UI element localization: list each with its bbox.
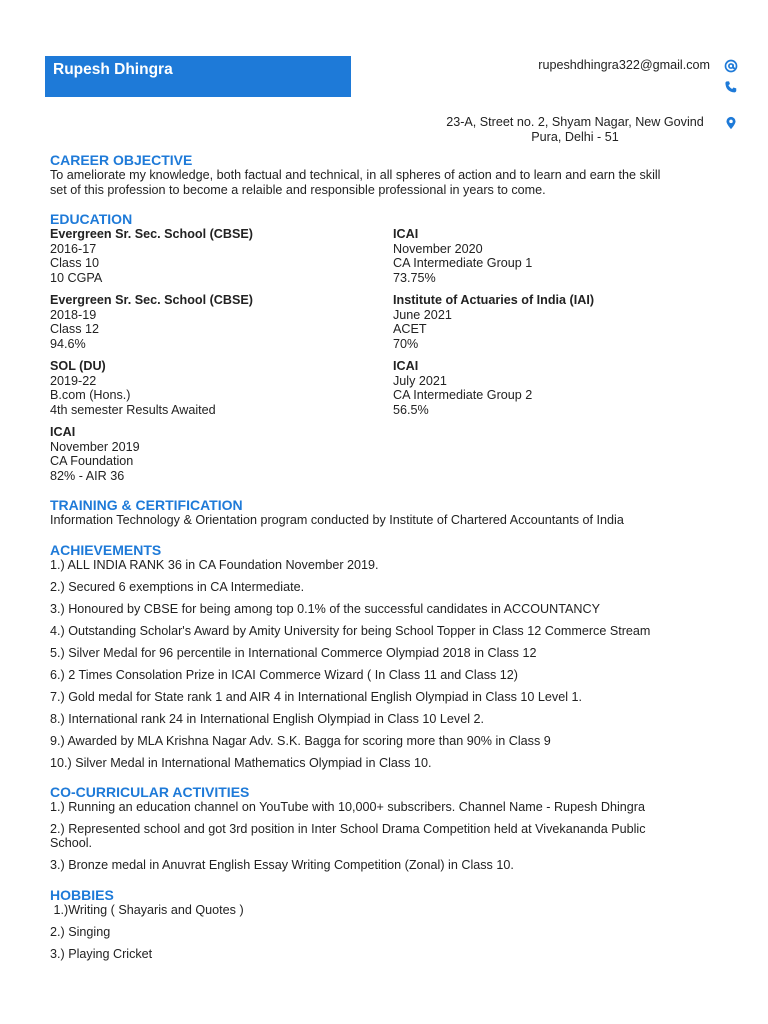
- hobby-item: 1.)Writing ( Shayaris and Quotes ): [50, 903, 244, 917]
- hobby-item: 2.) Singing: [50, 925, 111, 939]
- activity-line-2: School.: [50, 836, 93, 850]
- address-row: [408, 115, 738, 145]
- training-section: [50, 497, 720, 528]
- phone-row: [408, 79, 738, 94]
- course: CA Intermediate Group 1: [393, 256, 533, 270]
- career-objective-section: [50, 152, 720, 197]
- result: 94.6%: [50, 336, 86, 351]
- achievement-item: 1.) ALL INDIA RANK 36 in CA Foundation November 2019.: [50, 557, 379, 572]
- address-text: [440, 115, 710, 145]
- course: Class 10: [50, 256, 99, 270]
- achievement-item: 2.) Secured 6 exemptions in CA Intermediate.: [50, 579, 305, 594]
- achievement-item: 6.) 2 Times Consolation Prize in ICAI Commerce Wizard ( In Class 11 and Class 12): [50, 667, 518, 682]
- objective-line-1: To ameliorate my knowledge, both factual and technical, in all spheres of action and to learn and earn the skill: [50, 168, 661, 182]
- education-entry: [393, 293, 720, 351]
- training-text: Information Technology & Orientation program conducted by Institute of Chartered Accountants of India: [50, 513, 624, 527]
- period: July 2021: [393, 373, 447, 388]
- hobbies-section: [50, 887, 720, 962]
- section-title: CAREER OBJECTIVE: [50, 152, 193, 168]
- institution: Institute of Actuaries of India (IAI): [393, 293, 595, 307]
- institution: Evergreen Sr. Sec. School (CBSE): [50, 293, 253, 307]
- result: 70%: [393, 336, 419, 351]
- achievement-item: 9.) Awarded by MLA Krishna Nagar Adv. S.K. Bagga for scoring more than 90% in Class 9: [50, 733, 551, 748]
- objective-line-2: set of this profession to become a relaible and responsible professional in years to come.: [50, 182, 546, 197]
- achievement-item: 5.) Silver Medal for 96 percentile in International Commerce Olympiad 2018 in Class 12: [50, 645, 537, 660]
- education-entry: [50, 359, 393, 417]
- period: 2016-17: [50, 241, 97, 256]
- course: B.com (Hons.): [50, 388, 131, 402]
- education-entry: [50, 293, 393, 351]
- achievement-item: 4.) Outstanding Scholar's Award by Amity University for being School Topper in Class 12 Commerce Stream: [50, 623, 651, 638]
- address-line-1: 23-A, Street no. 2, Shyam Nagar, New Govind: [446, 115, 704, 129]
- education-entry: [50, 227, 393, 285]
- email-text[interactable]: rupeshdhingra322@gmail.com: [538, 58, 710, 72]
- phone-icon: [724, 80, 738, 94]
- result: 4th semester Results Awaited: [50, 402, 216, 417]
- institution: ICAI: [50, 425, 76, 439]
- section-title: HOBBIES: [50, 887, 114, 903]
- period: November 2019: [50, 439, 140, 454]
- section-title: TRAINING & CERTIFICATION: [50, 497, 243, 513]
- institution: ICAI: [393, 227, 419, 241]
- education-section: [50, 211, 720, 491]
- section-title: ACHIEVEMENTS: [50, 541, 162, 558]
- candidate-name: Rupesh Dhingra: [53, 61, 173, 78]
- achievement-item: 8.) International rank 24 in International English Olympiad in Class 10 Level 2.: [50, 711, 485, 726]
- activity-item: [50, 822, 720, 851]
- resume-body: [50, 152, 720, 969]
- email-row: [408, 58, 738, 73]
- course: Class 12: [50, 322, 99, 336]
- activity-line-1: 2.) Represented school and got 3rd position in Inter School Drama Competition held at Vivekananda Public: [50, 821, 646, 836]
- course: ACET: [393, 322, 427, 336]
- period: 2018-19: [50, 307, 97, 322]
- achievement-item: 7.) Gold medal for State rank 1 and AIR 4 in International English Olympiad in Class 10 Level 1.: [50, 689, 583, 704]
- institution: ICAI: [393, 359, 419, 373]
- location-pin-icon: [724, 116, 738, 130]
- name-banner: [45, 56, 351, 97]
- result: 73.75%: [393, 270, 436, 285]
- period: 2019-22: [50, 373, 97, 388]
- education-entry: [50, 425, 393, 483]
- course: CA Intermediate Group 2: [393, 388, 533, 402]
- course: CA Foundation: [50, 454, 134, 468]
- achievement-item: 10.) Silver Medal in International Mathematics Olympiad in Class 10.: [50, 755, 432, 770]
- section-title: CO-CURRICULAR ACTIVITIES: [50, 783, 250, 800]
- achievements-section: [50, 542, 720, 771]
- education-grid: [50, 227, 720, 491]
- achievement-item: 3.) Honoured by CBSE for being among top 0.1% of the successful candidates in ACCOUNTANCY: [50, 601, 600, 616]
- hobby-item: 3.) Playing Cricket: [50, 947, 153, 961]
- education-entry: [393, 227, 720, 285]
- result: 56.5%: [393, 402, 429, 417]
- institution: Evergreen Sr. Sec. School (CBSE): [50, 227, 253, 241]
- education-entry: [393, 359, 720, 417]
- at-icon: [724, 59, 738, 73]
- institution: SOL (DU): [50, 359, 106, 373]
- cocurricular-section: [50, 784, 720, 873]
- result: 82% - AIR 36: [50, 468, 125, 483]
- period: June 2021: [393, 307, 452, 322]
- address-line-2: Pura, Delhi - 51: [531, 130, 619, 144]
- section-title: EDUCATION: [50, 211, 133, 227]
- result: 10 CGPA: [50, 270, 103, 285]
- activity-item: 1.) Running an education channel on YouTube with 10,000+ subscribers. Channel Name - Rupesh Dhingra: [50, 799, 645, 814]
- period: November 2020: [393, 241, 483, 256]
- activity-item: 3.) Bronze medal in Anuvrat English Essay Writing Competition (Zonal) in Class 10.: [50, 858, 514, 872]
